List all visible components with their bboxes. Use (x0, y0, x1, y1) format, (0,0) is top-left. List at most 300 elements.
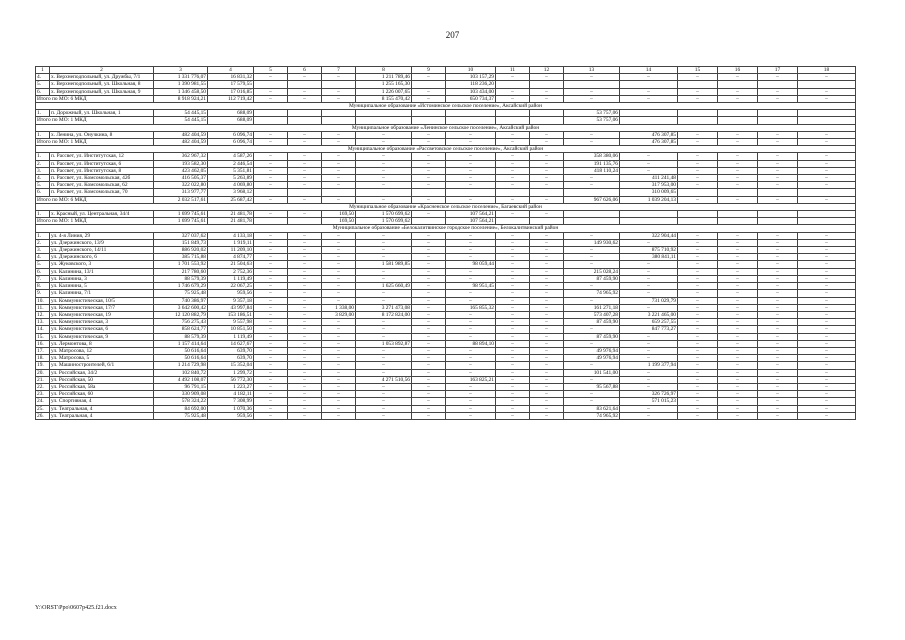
amount-cell (678, 110, 718, 117)
table-row (36, 304, 856, 311)
amount-cell: – (446, 167, 496, 174)
column-number-cell: 18 (798, 67, 856, 74)
amount-cell: – (412, 160, 446, 167)
amount-cell: – (798, 175, 856, 182)
amount-cell: – (496, 167, 530, 174)
amount-cell: 3 968,12 (208, 189, 254, 196)
amount-cell: – (254, 254, 288, 261)
amount-cell: – (322, 326, 356, 333)
page-number: 207 (445, 30, 460, 40)
address-cell: х. Верхнеподпольный, ул. Школьная, 9 (50, 88, 154, 95)
amount-cell: 6 096,74 (208, 131, 254, 138)
amount-cell: – (530, 182, 564, 189)
amount-cell: – (798, 304, 856, 311)
amount-cell: – (758, 355, 798, 362)
amount-cell: – (322, 355, 356, 362)
column-number-cell: 12 (530, 67, 564, 74)
amount-cell: 476 307,85 (620, 139, 678, 146)
amount-cell: – (758, 290, 798, 297)
row-number: 26. (36, 412, 50, 419)
amount-cell (412, 189, 446, 196)
amount-cell: 8 918 924,21 (154, 95, 208, 102)
amount-cell: 756 275,43 (154, 319, 208, 326)
address-cell: ул. Калинина, 13/1 (50, 268, 154, 275)
amount-cell: – (798, 362, 856, 369)
table-row (36, 239, 856, 246)
amount-cell: – (678, 383, 718, 390)
amount-cell: – (446, 391, 496, 398)
amount-cell: 75 925,48 (154, 290, 208, 297)
row-number: 8. (36, 283, 50, 290)
amount-cell (254, 189, 288, 196)
amount-cell: 88 579,39 (154, 275, 208, 282)
amount-cell: – (412, 153, 446, 160)
amount-cell (322, 117, 356, 124)
row-number: 5. (36, 182, 50, 189)
address-cell: ул. 4-я Линия, 29 (50, 232, 154, 239)
amount-cell: – (496, 74, 530, 81)
amount-cell: – (496, 319, 530, 326)
total-label: Итого по МО: 1 МКД (36, 139, 154, 146)
amount-cell: – (564, 340, 620, 347)
amount-cell (496, 189, 530, 196)
row-number: 7. (36, 275, 50, 282)
table-row (36, 405, 856, 412)
amount-cell: – (412, 74, 446, 81)
amount-cell: – (446, 131, 496, 138)
amount-cell: – (356, 153, 412, 160)
table-row (36, 160, 856, 167)
amount-cell: – (530, 304, 564, 311)
amount-cell: – (530, 311, 564, 318)
amount-cell: – (356, 412, 412, 419)
amount-cell: – (322, 247, 356, 254)
amount-cell: – (718, 175, 758, 182)
amount-cell: – (288, 376, 322, 383)
amount-cell: 15 352,04 (208, 362, 254, 369)
amount-cell: – (678, 283, 718, 290)
table-row (36, 376, 856, 383)
amount-cell: – (496, 153, 530, 160)
amount-cell: – (254, 412, 288, 419)
amount-cell: – (758, 153, 798, 160)
amount-cell: – (530, 275, 564, 282)
amount-cell: – (678, 239, 718, 246)
amount-cell: – (758, 347, 798, 354)
amount-cell: – (718, 376, 758, 383)
amount-cell: – (798, 95, 856, 102)
amount-cell: – (288, 175, 322, 182)
table-row (36, 182, 856, 189)
address-cell: ул. Лермонтова, 8 (50, 340, 154, 347)
amount-cell: – (798, 319, 856, 326)
amount-cell: – (288, 347, 322, 354)
amount-cell: – (446, 362, 496, 369)
amount-cell: – (356, 355, 412, 362)
amount-cell (530, 218, 564, 225)
amount-cell: – (564, 88, 620, 95)
amount-cell: 639,70 (208, 347, 254, 354)
amount-cell: – (798, 153, 856, 160)
amount-cell: – (718, 254, 758, 261)
amount-cell: – (446, 326, 496, 333)
amount-cell: – (798, 311, 856, 318)
amount-cell: – (288, 283, 322, 290)
amount-cell: – (718, 74, 758, 81)
address-cell: ул. Российская, 34/2 (50, 369, 154, 376)
register-table (35, 66, 856, 420)
amount-cell: – (446, 182, 496, 189)
amount-cell: 2 032 517,61 (154, 196, 208, 203)
amount-cell: – (322, 74, 356, 81)
amount-cell: – (412, 311, 446, 318)
amount-cell: 1 570 699,62 (356, 218, 412, 225)
address-cell: х. Верхнеподпольный, ул. Школьная, 8 (50, 81, 154, 88)
amount-cell: – (718, 319, 758, 326)
table-row (36, 383, 856, 390)
amount-cell: – (530, 175, 564, 182)
amount-cell: 476 307,85 (620, 131, 678, 138)
amount-cell: – (564, 362, 620, 369)
amount-cell: – (718, 347, 758, 354)
amount-cell: – (620, 239, 678, 246)
table-row (36, 391, 856, 398)
amount-cell: – (412, 362, 446, 369)
amount-cell: – (530, 239, 564, 246)
amount-cell: – (758, 297, 798, 304)
amount-cell: 50 616,64 (154, 355, 208, 362)
table-row (36, 81, 856, 88)
amount-cell: 3 642 600,42 (154, 304, 208, 311)
column-number-cell: 14 (620, 67, 678, 74)
amount-cell: – (564, 95, 620, 102)
amount-cell: 578 324,22 (154, 398, 208, 405)
amount-cell: 1 211 789,46 (356, 74, 412, 81)
total-row (36, 117, 856, 124)
total-row (36, 196, 856, 203)
amount-cell: – (356, 290, 412, 297)
amount-cell: – (446, 196, 496, 203)
amount-cell: 169,50 (322, 211, 356, 218)
amount-cell: – (496, 88, 530, 95)
amount-cell (718, 218, 758, 225)
amount-cell: – (620, 268, 678, 275)
amount-cell: 1 338,00 (322, 304, 356, 311)
amount-cell: – (254, 326, 288, 333)
amount-cell: – (530, 211, 564, 218)
amount-cell: – (322, 362, 356, 369)
amount-cell: – (678, 74, 718, 81)
amount-cell: 98 951,45 (446, 283, 496, 290)
amount-cell: 1 039 204,13 (620, 196, 678, 203)
amount-cell: – (412, 182, 446, 189)
row-number: 13. (36, 319, 50, 326)
amount-cell (798, 110, 856, 117)
amount-cell: – (254, 333, 288, 340)
column-number-cell: 4 (208, 67, 254, 74)
amount-cell: – (678, 405, 718, 412)
amount-cell: – (530, 232, 564, 239)
row-number: 9. (36, 290, 50, 297)
amount-cell (288, 110, 322, 117)
amount-cell: 87 459,90 (564, 319, 620, 326)
amount-cell (798, 81, 856, 88)
amount-cell: 313 977,77 (154, 189, 208, 196)
amount-cell: – (718, 369, 758, 376)
amount-cell: – (564, 254, 620, 261)
address-cell: ул. Российская, 60 (50, 391, 154, 398)
total-label: Итого по МО: 1 МКД (36, 117, 154, 124)
amount-cell: – (758, 311, 798, 318)
amount-cell: – (254, 347, 288, 354)
amount-cell: – (356, 369, 412, 376)
amount-cell: – (620, 383, 678, 390)
amount-cell: – (446, 139, 496, 146)
amount-cell: – (322, 319, 356, 326)
row-number: 25. (36, 405, 50, 412)
row-number: 3. (36, 167, 50, 174)
address-cell: ул. Матросова, 12 (50, 347, 154, 354)
amount-cell: – (758, 160, 798, 167)
amount-cell: – (322, 239, 356, 246)
amount-cell: – (254, 175, 288, 182)
amount-cell: – (254, 340, 288, 347)
row-number: 22. (36, 383, 50, 390)
amount-cell: – (798, 74, 856, 81)
amount-cell: – (446, 175, 496, 182)
amount-cell: 1 331 776,07 (154, 74, 208, 81)
table-row (36, 333, 856, 340)
table-row (36, 275, 856, 282)
amount-cell: 49 976,94 (564, 355, 620, 362)
row-number: 12. (36, 311, 50, 318)
amount-cell: – (718, 290, 758, 297)
amount-cell: – (446, 232, 496, 239)
total-label: Итого по МО: 6 МКД (36, 196, 154, 203)
amount-cell: – (496, 369, 530, 376)
amount-cell (718, 117, 758, 124)
amount-cell: 1 053 892,87 (356, 340, 412, 347)
amount-cell (798, 117, 856, 124)
amount-cell (758, 189, 798, 196)
amount-cell: – (758, 412, 798, 419)
amount-cell: 21 481,78 (208, 211, 254, 218)
amount-cell: – (678, 131, 718, 138)
amount-cell: 83 621,64 (564, 405, 620, 412)
amount-cell: – (412, 369, 446, 376)
amount-cell: – (758, 340, 798, 347)
amount-cell: – (496, 326, 530, 333)
amount-cell: – (798, 376, 856, 383)
row-number: 1. (36, 211, 50, 218)
amount-cell (496, 218, 530, 225)
amount-cell: – (412, 319, 446, 326)
amount-cell: 21 481,78 (208, 218, 254, 225)
amount-cell: – (356, 398, 412, 405)
column-number-cell: 3 (154, 67, 208, 74)
amount-cell: 191 135,76 (564, 160, 620, 167)
amount-cell: 659 257,55 (620, 319, 678, 326)
amount-cell (496, 81, 530, 88)
amount-cell: – (288, 160, 322, 167)
amount-cell: – (718, 167, 758, 174)
row-number: 14. (36, 326, 50, 333)
amount-cell: – (288, 211, 322, 218)
amount-cell: – (288, 369, 322, 376)
amount-cell: – (530, 369, 564, 376)
amount-cell: – (758, 239, 798, 246)
amount-cell: – (412, 131, 446, 138)
amount-cell: – (356, 326, 412, 333)
amount-cell: – (758, 74, 798, 81)
amount-cell: – (564, 131, 620, 138)
amount-cell: 98 059,44 (446, 261, 496, 268)
amount-cell: – (718, 232, 758, 239)
amount-cell: 1 581 989,85 (356, 261, 412, 268)
amount-cell: – (530, 297, 564, 304)
amount-cell: – (718, 340, 758, 347)
amount-cell: – (446, 297, 496, 304)
amount-cell: 217 780,60 (154, 268, 208, 275)
amount-cell: – (322, 340, 356, 347)
column-number-cell: 1 (36, 67, 50, 74)
amount-cell: – (758, 275, 798, 282)
amount-cell: – (718, 275, 758, 282)
amount-cell: – (254, 311, 288, 318)
amount-cell: – (322, 376, 356, 383)
amount-cell: – (356, 297, 412, 304)
amount-cell: – (412, 391, 446, 398)
amount-cell: 49 976,94 (564, 347, 620, 354)
amount-cell: 95 567,88 (564, 383, 620, 390)
amount-cell: – (530, 405, 564, 412)
amount-cell (620, 110, 678, 117)
amount-cell: – (412, 376, 446, 383)
amount-cell: – (288, 196, 322, 203)
amount-cell: 1 214 729,98 (154, 362, 208, 369)
amount-cell: – (678, 311, 718, 318)
amount-cell: – (288, 311, 322, 318)
amount-cell: – (412, 333, 446, 340)
amount-cell: – (288, 290, 322, 297)
amount-cell: – (254, 232, 288, 239)
amount-cell (254, 81, 288, 88)
amount-cell: – (446, 383, 496, 390)
amount-cell: – (322, 369, 356, 376)
amount-cell: – (620, 340, 678, 347)
amount-cell (496, 117, 530, 124)
amount-cell: – (620, 333, 678, 340)
amount-cell: 74 965,92 (564, 290, 620, 297)
amount-cell: – (678, 268, 718, 275)
amount-cell: 163 825,21 (446, 376, 496, 383)
amount-cell: – (758, 362, 798, 369)
amount-cell: – (412, 290, 446, 297)
amount-cell: 4 133,18 (208, 232, 254, 239)
amount-cell: – (758, 319, 798, 326)
amount-cell: 10 851,50 (208, 326, 254, 333)
amount-cell: 423 462,05 (154, 167, 208, 174)
amount-cell: 573 407,28 (564, 311, 620, 318)
amount-cell: – (288, 131, 322, 138)
amount-cell: – (446, 347, 496, 354)
address-cell: ул. Спортивная, 4 (50, 398, 154, 405)
amount-cell: – (718, 239, 758, 246)
amount-cell: – (496, 376, 530, 383)
amount-cell: – (758, 95, 798, 102)
amount-cell: – (288, 383, 322, 390)
amount-cell: – (322, 167, 356, 174)
amount-cell: – (356, 254, 412, 261)
amount-cell: – (564, 391, 620, 398)
amount-cell: – (446, 160, 496, 167)
amount-cell: – (798, 347, 856, 354)
amount-cell (620, 117, 678, 124)
amount-cell: 959,56 (208, 412, 254, 419)
amount-cell: – (412, 283, 446, 290)
amount-cell: 650 734,37 (446, 95, 496, 102)
table-row (36, 311, 856, 318)
amount-cell: – (496, 290, 530, 297)
amount-cell: – (678, 95, 718, 102)
amount-cell (446, 117, 496, 124)
column-number-cell: 7 (322, 67, 356, 74)
amount-cell (496, 110, 530, 117)
amount-cell: 102 840,72 (154, 369, 208, 376)
amount-cell: – (530, 319, 564, 326)
amount-cell: – (758, 261, 798, 268)
amount-cell: – (496, 398, 530, 405)
row-number: 11. (36, 304, 50, 311)
section-title: Муниципальное образование «Рассветовское сельское поселение», Аксайский район (36, 146, 856, 153)
amount-cell: 103 434,00 (446, 88, 496, 95)
row-number: 16. (36, 340, 50, 347)
amount-cell: – (322, 333, 356, 340)
amount-cell: – (322, 347, 356, 354)
table-row (36, 355, 856, 362)
amount-cell: – (412, 340, 446, 347)
amount-cell: – (412, 304, 446, 311)
amount-cell: – (446, 275, 496, 282)
amount-cell: 215 028,24 (564, 268, 620, 275)
amount-cell: – (678, 319, 718, 326)
amount-cell: – (620, 283, 678, 290)
amount-cell (564, 211, 620, 218)
row-number: 18. (36, 355, 50, 362)
amount-cell (564, 189, 620, 196)
amount-cell: 1 199 377,94 (620, 362, 678, 369)
amount-cell: 161 271,18 (564, 304, 620, 311)
amount-cell: 96 791,15 (154, 383, 208, 390)
amount-cell: – (356, 319, 412, 326)
amount-cell: – (322, 275, 356, 282)
amount-cell: – (322, 391, 356, 398)
amount-cell: 3 271 473,08 (356, 304, 412, 311)
amount-cell: – (798, 283, 856, 290)
section-header-row (36, 124, 856, 131)
amount-cell: – (718, 326, 758, 333)
amount-cell: – (356, 247, 412, 254)
amount-cell: – (288, 362, 322, 369)
amount-cell: 5 263,89 (208, 175, 254, 182)
amount-cell: 1 119,49 (208, 333, 254, 340)
amount-cell (798, 211, 856, 218)
amount-cell: 74 965,92 (564, 412, 620, 419)
amount-cell: – (758, 376, 798, 383)
amount-cell: – (620, 153, 678, 160)
amount-cell: – (758, 326, 798, 333)
amount-cell: – (446, 268, 496, 275)
